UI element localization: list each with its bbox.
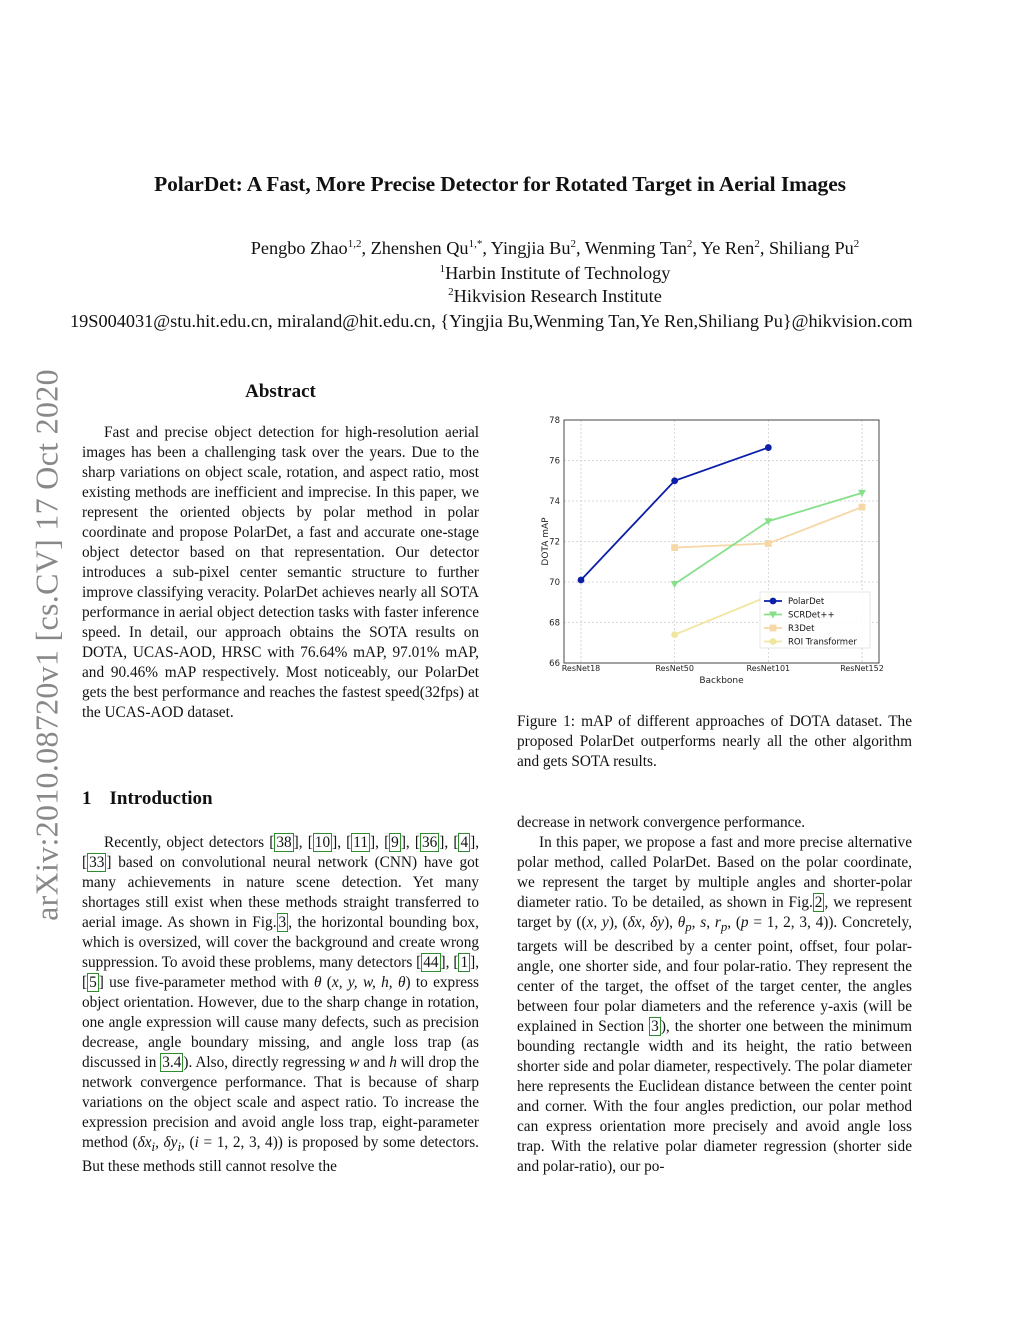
- paper-title: PolarDet: A Fast, More Precise Detector for Rotated Target in Aerial Images: [154, 172, 846, 196]
- y-tick-label: 74: [549, 497, 560, 507]
- right-paragraph-2: In this paper, we propose a fast and more precise alternative polar method, called PolarDet. Based on the polar coordinate, we represent the target by multiple angles and shorter-polar diameter ratio. To be detailed, as shown in Fig. 2 , we represent target by ((x, y), (δx, δy), $\theta_p$, s, $r_p$, (p = 1, 2, 3, 4)). Concretely, targets will be described by a center point, offset, four polar-angle, one shorter side, and four polar-ratio. They represent the center of the target, the offset of the target center, the angles between four polar diameters and the reference y-axis (will be explained in Section 3 ), the shorter one between the minimum bounding rectangle width and its height, the ratio between shorter side and polar diameter, respectively. The polar diameter here represents the Euclidean distance between the center point and corner. With the four angles prediction, our polar method can express orientation more precisely and avoid angle loss trap. With the relative polar diameter regression (shorter side and polar-ratio), our po-: [517, 834, 912, 1176]
- legend-swatch-marker: [770, 598, 777, 605]
- section-number: 1: [82, 788, 92, 809]
- x-tick-label: ResNet18: [561, 664, 601, 673]
- y-tick-label: 76: [549, 456, 560, 467]
- author-emails: 19S004031@stu.hit.edu.cn, miraland@hit.edu.cn, {Yingjia Bu,Wenming Tan,Ye Ren,Shiliang Pu}@hikvision.com: [70, 311, 913, 331]
- data-point: [765, 540, 772, 547]
- legend-swatch-marker: [770, 625, 777, 632]
- arxiv-side-stamp: [24, 315, 70, 975]
- x-tick-label: ResNet152: [840, 664, 884, 673]
- y-tick-label: 68: [549, 618, 560, 629]
- map-line-chart: [517, 408, 887, 686]
- x-tick-label: ResNet101: [746, 664, 791, 673]
- author-list: Pengbo Zhao$^{1,2}$, Zhenshen $Qu^{1,*}$, Yingjia Bu$^2$, Wenming Tan$^2$, Ye Ren$^2$, Shiliang Pu$^2$: [250, 238, 860, 259]
- y-axis-label: DOTA mAP: [541, 517, 551, 566]
- x-tick-label: ResNet50: [655, 664, 694, 673]
- legend-label: PolarDet: [788, 597, 825, 607]
- introduction-body: [82, 833, 479, 1177]
- data-point: [671, 581, 679, 588]
- section-heading-introduction: [82, 788, 213, 810]
- right-column-body: [517, 813, 912, 1177]
- section-title: Introduction: [109, 788, 213, 809]
- data-point: [671, 544, 678, 551]
- y-tick-label: 70: [549, 578, 560, 588]
- abstract-heading: Abstract: [245, 381, 316, 402]
- right-paragraph-1: decrease in network convergence performance.: [517, 814, 806, 831]
- data-point: [671, 631, 678, 638]
- data-point: [765, 444, 772, 451]
- data-point: [859, 504, 866, 511]
- y-tick-label: 72: [549, 537, 560, 548]
- abstract-paragraph: Fast and precise object detection for high-resolution aerial images has been a challenging task over the years. Due to the sharp variations on object scale, rotation, and aspect ratio, most existing methods are inefficient and imprecise. In this paper, we represent the oriented objects by polar method in polar coordinate and propose PolarDet, a fast and accurate one-stage object detector based on that representation. Our detector introduces a sub-pixel center semantic structure to further improve classifying veracity. PolarDet achieves nearly all SOTA performance in aerial object detection tasks with faster inference speed. In detail, our approach obtains the SOTA results on DOTA, UCAS-AOD, HRSC with 76.64% mAP, 97.01% mAP, and 90.46% mAP respectively. Most noticeably, our PolarDet gets the best performance and reaches the fastest speed(32fps) at the UCAS-AOD dataset.: [82, 424, 479, 721]
- series-line: [675, 596, 769, 634]
- data-point: [671, 477, 678, 484]
- data-point: [578, 577, 585, 584]
- intro-paragraph: Recently, object detectors [ 38 ], [ 10 ], [ 11 ], [ 9 ], [ 36 ], [ 4 ], [ 33 ] based on convolutional neural network (CNN) have got many achievements in nature scene detection. Yet many shortages still exist when these methods straight transferred to aerial image. As shown in Fig. 3 , the horizontal bounding box, which is oversized, will cover the background and create wrong suppression. To avoid these problems, many detectors [ 44 ], [ 1 ], [ 5 ] use five-parameter method with θ (x, y, w, h, θ) to express object orientation. However, due to the sharp change in rotation, one angle expression will cause many defects, such as precision decrease, angle boundary missing, and angle loss trap (as discussed in 3.4 ). Also, directly regressing w and h will drop the network convergence performance. That is because of sharp variations on the object scale and aspect ratio. To increase the expression precision and avoid angle loss trap, eight-parameter method ($\delta x_i$, $\delta y_i$, (i = 1, 2, 3, 4)) is proposed by some detectors. But these methods still cannot resolve the: [82, 834, 480, 1176]
- legend-label: SCRDet++: [788, 610, 835, 621]
- affiliation-2: $^2$Hikvision Research Institute: [448, 286, 662, 307]
- y-tick-label: 78: [549, 416, 560, 426]
- legend-label: ROI Transformer: [788, 637, 857, 648]
- arxiv-id-text: arXiv:2010.08720v1 [cs.CV] 17 Oct 2020: [28, 369, 65, 921]
- x-axis-label: Backbone: [699, 676, 744, 686]
- y-tick-label: 66: [549, 659, 560, 669]
- figure-caption: Figure 1: mAP of different approaches of DOTA dataset. The proposed PolarDet outperforms nearly all the other algorithm and gets SOTA results.: [517, 713, 912, 770]
- series-line: [675, 493, 862, 584]
- legend-swatch-marker: [770, 638, 777, 645]
- abstract-body: [82, 423, 479, 723]
- legend-label: R3Det: [788, 624, 815, 634]
- affiliation-1: $^1$Harbin Institute of Technology: [439, 263, 671, 284]
